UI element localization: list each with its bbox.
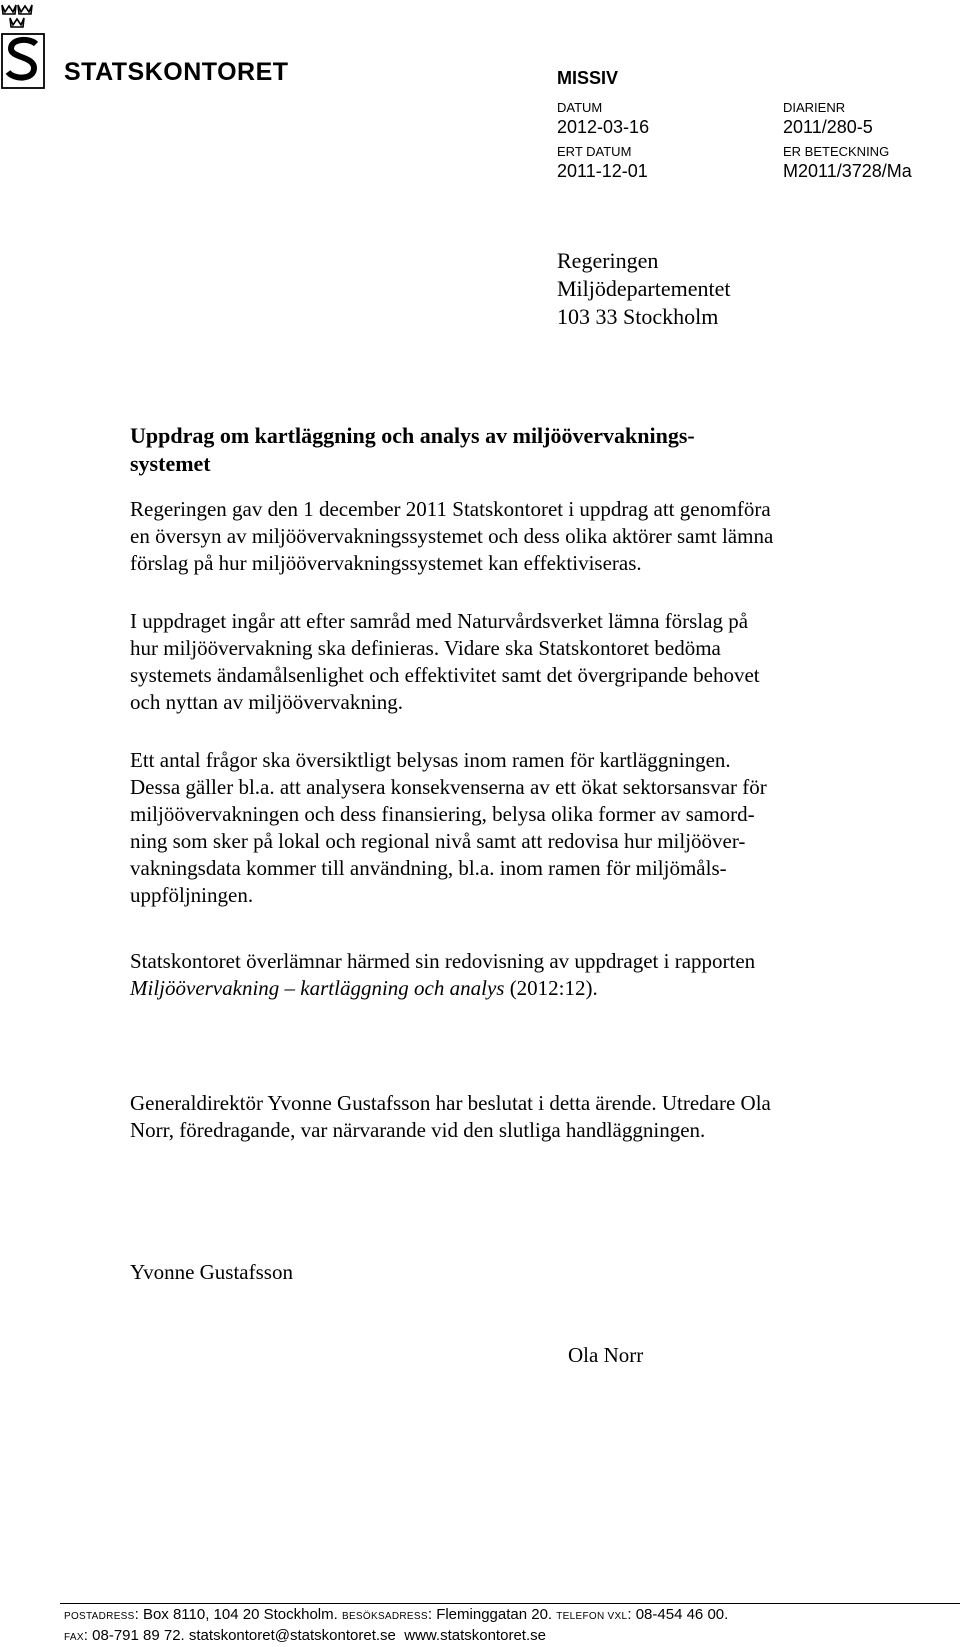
fax-label: FAX xyxy=(64,1632,84,1643)
text-line: Statskontoret överlämnar härmed sin redovisning av uppdraget i rapporten xyxy=(130,949,756,973)
besoksadress-value: Fleminggatan 20. xyxy=(436,1606,553,1623)
paragraph xyxy=(130,1090,890,1144)
text-line: Regeringen gav den 1 december 2011 Statskontoret i uppdrag att genomföra xyxy=(130,497,771,521)
text-line: förslag på hur miljöövervakningssystemet kan effektiviseras. xyxy=(130,551,642,575)
text-line: I uppdraget ingår att efter samråd med Naturvårdsverket lämna förslag på xyxy=(130,609,749,633)
email-link[interactable]: statskontoret@statskontoret.se xyxy=(188,1627,396,1644)
text-line: Norr, föredragande, var närvarande vid den slutliga handläggningen. xyxy=(130,1118,706,1142)
diarienr-value: 2011/280-5 xyxy=(783,117,873,137)
telefon-value: 08-454 46 00. xyxy=(635,1606,729,1623)
datum-label: DATUM xyxy=(557,100,603,115)
text-line: uppföljningen. xyxy=(130,883,254,907)
signature-name: Yvonne Gustafsson xyxy=(130,1260,293,1284)
ert-datum-label: ERT DATUM xyxy=(557,144,632,159)
statskontoret-logo-icon xyxy=(0,0,48,92)
text-line: Dessa gäller bl.a. att analysera konsekvenserna av ett ökat sektorsansvar för xyxy=(130,775,767,799)
subject-line: Uppdrag om kartläggning och analys av miljöövervaknings- xyxy=(130,423,695,448)
ert-datum-value: 2011-12-01 xyxy=(557,161,648,181)
datum-value: 2012-03-16 xyxy=(557,117,650,137)
report-title: Miljöövervakning – kartläggning och analys xyxy=(130,976,505,1000)
footer-line: POSTADRESS: Box 8110, 104 20 Stockholm. BESÖKSADRESS: Fleminggatan 20. TELEFON VXL: 08-454 46 00. xyxy=(64,1606,729,1623)
fax-value: 08-791 89 72. xyxy=(92,1627,185,1644)
text-line: och nyttan av miljöövervakning. xyxy=(130,690,403,714)
website-link[interactable]: www.statskontoret.se xyxy=(404,1627,546,1644)
recipient-address xyxy=(557,247,731,331)
postadress-label: POSTADRESS xyxy=(64,1611,135,1622)
paragraph xyxy=(130,608,890,716)
signature-name: Ola Norr xyxy=(568,1343,644,1367)
footer-line: FAX: 08-791 89 72. statskontoret@statskontoret.se www.statskontoret.se xyxy=(64,1627,546,1644)
text-line: en översyn av miljöövervakningssystemet och dess olika aktörer samt lämna xyxy=(130,524,774,548)
text-line: Ett antal frågor ska översiktligt belysas inom ramen för kartläggningen. xyxy=(130,748,731,772)
document-type: MISSIV xyxy=(557,68,619,88)
diarienr-label: DIARIENR xyxy=(783,100,846,115)
text-line: systemets ändamålsenlighet och effektivitet samt det övergripande behovet xyxy=(130,663,760,687)
telefon-label: TELEFON VXL xyxy=(556,1611,628,1622)
text-line xyxy=(130,975,890,1002)
postadress-value: Box 8110, 104 20 Stockholm. xyxy=(142,1606,338,1623)
text-line: miljöövervakningen och dess finansiering, belysa olika former av samord- xyxy=(130,802,755,826)
text-line: Generaldirektör Yvonne Gustafsson har beslutat i detta ärende. Utredare Ola xyxy=(130,1091,771,1115)
subject-line: systemet xyxy=(130,451,211,476)
paragraph xyxy=(130,747,890,909)
paragraph xyxy=(130,496,890,577)
text-line: ning som sker på lokal och regional nivå samt att redovisa hur miljööver- xyxy=(130,829,746,853)
er-beteckning-value: M2011/3728/Ma xyxy=(783,161,912,181)
footer-divider xyxy=(60,1603,960,1604)
recipient-line: Regeringen xyxy=(557,248,659,273)
text-line: vakningsdata kommer till användning, bl.a. inom ramen för miljömåls- xyxy=(130,856,727,880)
recipient-line: Miljödepartementet xyxy=(557,276,731,301)
besoksadress-label: BESÖKSADRESS xyxy=(341,1611,428,1622)
subject-heading xyxy=(130,422,890,478)
footer xyxy=(64,1605,728,1647)
logo-wordmark: STATSKONTORET xyxy=(64,58,289,86)
text-line: hur miljöövervakning ska definieras. Vidare ska Statskontoret bedöma xyxy=(130,636,721,660)
er-beteckning-label: ER BETECKNING xyxy=(783,144,890,159)
paragraph xyxy=(130,948,890,1002)
recipient-line: 103 33 Stockholm xyxy=(557,304,719,329)
report-number: (2012:12). xyxy=(504,976,598,1000)
